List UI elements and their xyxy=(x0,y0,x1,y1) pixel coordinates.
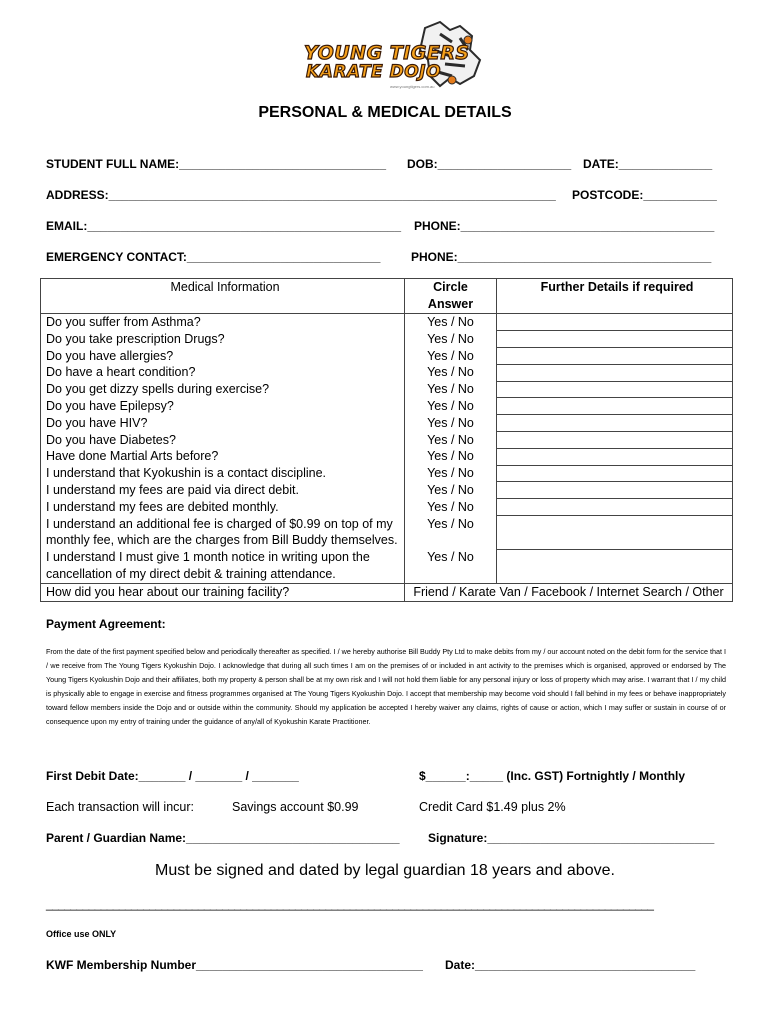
answer-cell[interactable]: Yes / No xyxy=(405,482,497,499)
table-row xyxy=(41,549,733,583)
answer-cell[interactable]: Yes / No xyxy=(405,549,497,583)
answer-cell[interactable]: Yes / No xyxy=(405,314,497,331)
referral-question: How did you hear about our training facility? xyxy=(41,583,405,601)
answer-cell[interactable]: Yes / No xyxy=(405,381,497,398)
further-details-header: Further Details if required xyxy=(497,279,733,314)
table-row xyxy=(41,348,733,365)
details-cell[interactable] xyxy=(497,415,733,432)
table-row xyxy=(41,398,733,415)
table-row xyxy=(41,314,733,331)
details-cell[interactable] xyxy=(497,381,733,398)
details-cell[interactable] xyxy=(497,432,733,449)
guardian-name-field[interactable]: Parent / Guardian Name:________________________________ xyxy=(46,831,400,845)
question-cell: I understand that Kyokushin is a contact discipline. xyxy=(41,465,405,482)
emergency-contact-field[interactable]: EMERGENCY CONTACT:_____________________________ xyxy=(46,250,381,264)
question-cell: Do you get dizzy spells during exercise? xyxy=(41,381,405,398)
answer-cell[interactable]: Yes / No xyxy=(405,398,497,415)
email-field[interactable]: EMAIL:_______________________________________________ xyxy=(46,219,401,233)
details-cell[interactable] xyxy=(497,516,733,550)
answer-cell[interactable]: Yes / No xyxy=(405,415,497,432)
table-row xyxy=(41,381,733,398)
details-cell[interactable] xyxy=(497,348,733,365)
question-cell: I understand my fees are debited monthly. xyxy=(41,499,405,516)
answer-cell[interactable]: Yes / No xyxy=(405,499,497,516)
transaction-label: Each transaction will incur: xyxy=(46,800,194,814)
details-cell[interactable] xyxy=(497,549,733,583)
question-cell: Do you have Epilepsy? xyxy=(41,398,405,415)
question-cell: Do you have Diabetes? xyxy=(41,432,405,449)
circle-answer-header xyxy=(405,279,497,314)
question-cell: Do you have allergies? xyxy=(41,348,405,365)
question-cell: Do you have HIV? xyxy=(41,415,405,432)
student-name-field[interactable]: STUDENT FULL NAME:_______________________________ xyxy=(46,157,386,171)
referral-row xyxy=(41,583,733,601)
office-date-field[interactable]: Date:_________________________________ xyxy=(445,958,696,972)
details-cell[interactable] xyxy=(497,448,733,465)
table-row xyxy=(41,465,733,482)
dojo-logo xyxy=(300,20,495,92)
table-row xyxy=(41,415,733,432)
answer-cell[interactable]: Yes / No xyxy=(405,465,497,482)
emergency-phone-field[interactable]: PHONE:______________________________________ xyxy=(411,250,712,264)
medical-table xyxy=(40,278,733,602)
referral-options[interactable]: Friend / Karate Van / Facebook / Internet Search / Other xyxy=(405,583,733,601)
postcode-field[interactable]: POSTCODE:___________ xyxy=(572,188,717,202)
divider-line: ____________________________________________________________________________________________________ xyxy=(46,897,654,911)
guardian-notice: Must be signed and dated by legal guardian 18 years and above. xyxy=(155,862,615,879)
question-cell: Have done Martial Arts before? xyxy=(41,448,405,465)
first-debit-date-field[interactable]: First Debit Date:_______ / _______ / _______ xyxy=(46,769,299,783)
logo-url: www.youngtigers.com.au xyxy=(390,84,435,89)
answer-cell[interactable]: Yes / No xyxy=(405,448,497,465)
payment-agreement-title: Payment Agreement: xyxy=(46,617,166,631)
logo-line-2: KARATE DOJO xyxy=(306,62,441,82)
question-cell: Do have a heart condition? xyxy=(41,364,405,381)
kwf-membership-field[interactable]: KWF Membership Number__________________________________ xyxy=(46,958,423,972)
amount-field[interactable]: $______:_____ (Inc. GST) Fortnightly / Monthly xyxy=(419,769,686,783)
answer-cell[interactable]: Yes / No xyxy=(405,364,497,381)
payment-agreement-text: From the date of the first payment specified below and periodically thereafter as specified. I / we hereby authorise Bill Buddy Pty Ltd to make debits from my / our account noted on the debit form for the service that I / we receive from The Young Tigers Kyokushin Dojo. I acknowledge that during all such times I am on the premises of or included in ant activity to the premises which is organised, approved or endorsed by The Young Tigers Kyokushin Dojo and their affiliates, both my property & person shall be at my own risk and I will not hold them liable for any personal injury or loss of property which may arise. I warrant that I / my child is physically able to engage in exercise and fitness programmes organised at The Young Tigers Kyokushin Dojo. I accept that membership may become void should I fall behind in my fees or behave inappropriately toward fellow members inside the Dojo and or outside within the community. Should my application be accepted I hereby waiver any claims, rights of cause or action, which I may suffer or sustain in course of or consequence upon my entry of training under the guidance of any/all of Kyokushin Karate Practitioner. xyxy=(46,647,726,727)
question-cell: I understand I must give 1 month notice in writing upon the cancellation of my direct debit & training attendance. xyxy=(41,549,405,583)
date-field[interactable]: DATE:______________ xyxy=(583,157,713,171)
details-cell[interactable] xyxy=(497,398,733,415)
details-cell[interactable] xyxy=(497,364,733,381)
answer-cell[interactable]: Yes / No xyxy=(405,348,497,365)
office-use-label: Office use ONLY xyxy=(46,929,117,939)
details-cell[interactable] xyxy=(497,314,733,331)
circle-header-line2: Answer xyxy=(427,296,474,311)
answer-cell[interactable]: Yes / No xyxy=(405,432,497,449)
answer-cell[interactable]: Yes / No xyxy=(405,516,497,550)
table-row xyxy=(41,331,733,348)
logo-line-1: YOUNG TIGERS xyxy=(304,42,470,64)
table-row xyxy=(41,516,733,550)
details-cell[interactable] xyxy=(497,482,733,499)
table-row xyxy=(41,432,733,449)
medical-info-header: Medical Information xyxy=(41,279,405,314)
details-cell[interactable] xyxy=(497,331,733,348)
question-cell: Do you take prescription Drugs? xyxy=(41,331,405,348)
credit-card-fee: Credit Card $1.49 plus 2% xyxy=(419,800,566,814)
page-title: PERSONAL & MEDICAL DETAILS xyxy=(258,104,512,121)
question-cell: Do you suffer from Asthma? xyxy=(41,314,405,331)
question-cell: I understand an additional fee is charged of $0.99 on top of my monthly fee, which are the charges from Bill Buddy themselves. xyxy=(41,516,405,550)
table-row xyxy=(41,499,733,516)
details-cell[interactable] xyxy=(497,465,733,482)
table-row xyxy=(41,482,733,499)
table-header xyxy=(41,279,733,314)
phone-field[interactable]: PHONE:______________________________________ xyxy=(414,219,715,233)
table-row xyxy=(41,448,733,465)
details-cell[interactable] xyxy=(497,499,733,516)
address-field[interactable]: ADDRESS:___________________________________________________________________ xyxy=(46,188,556,202)
savings-fee: Savings account $0.99 xyxy=(232,800,359,814)
answer-cell[interactable]: Yes / No xyxy=(405,331,497,348)
circle-header-line1: Circle xyxy=(433,280,468,294)
table-row xyxy=(41,364,733,381)
signature-field[interactable]: Signature:__________________________________ xyxy=(428,831,715,845)
question-cell: I understand my fees are paid via direct debit. xyxy=(41,482,405,499)
dob-field[interactable]: DOB:____________________ xyxy=(407,157,572,171)
